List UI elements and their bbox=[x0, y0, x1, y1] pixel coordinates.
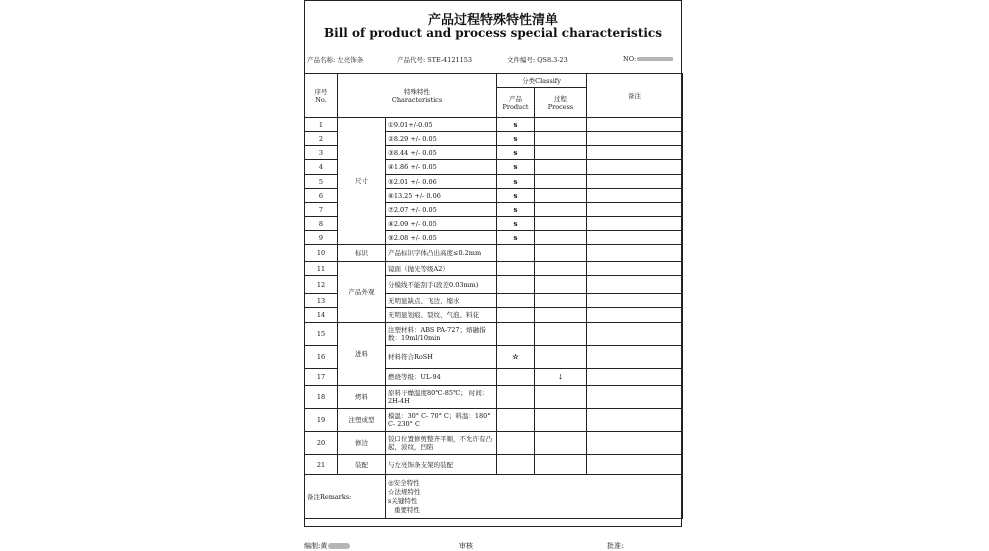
row-number: 2 bbox=[305, 132, 338, 146]
characteristic-value: 无明显缺点、飞边、缩水 bbox=[386, 294, 497, 308]
no-label: NO: bbox=[623, 55, 637, 63]
remarks-row bbox=[305, 475, 683, 519]
prepared-name: 黄 bbox=[320, 542, 328, 550]
remarks-cell bbox=[587, 217, 683, 231]
remarks-cell bbox=[587, 203, 683, 217]
table-row bbox=[305, 432, 683, 455]
row-number: 19 bbox=[305, 409, 338, 432]
process-class-mark bbox=[535, 308, 587, 323]
remarks-cell bbox=[587, 189, 683, 203]
process-class-mark bbox=[535, 323, 587, 346]
row-number: 3 bbox=[305, 146, 338, 160]
characteristic-value: ⑥13.25 +/- 0.06 bbox=[386, 189, 497, 203]
product-name-value: 左亮饰条 bbox=[337, 56, 364, 64]
remarks-cell bbox=[587, 245, 683, 262]
product-class-mark: s bbox=[497, 160, 535, 175]
characteristics-table bbox=[304, 73, 683, 519]
product-class-mark: s bbox=[497, 203, 535, 217]
product-class-mark bbox=[497, 409, 535, 432]
product-class-mark bbox=[497, 294, 535, 308]
process-class-mark bbox=[535, 146, 587, 160]
header-remarks: 备注 bbox=[587, 74, 683, 118]
process-class-mark bbox=[535, 346, 587, 369]
redacted-number bbox=[637, 57, 673, 61]
characteristic-value: 铰口位置修剪整齐平顺，不允许有凸起，波纹，凹陷 bbox=[386, 432, 497, 455]
row-number: 17 bbox=[305, 369, 338, 386]
product-class-mark bbox=[497, 245, 535, 262]
process-class-mark bbox=[535, 132, 587, 146]
reviewed-by: 审核 bbox=[459, 542, 473, 550]
remarks-cell bbox=[587, 262, 683, 276]
header-classify: 分类Classify bbox=[497, 74, 587, 88]
table-row bbox=[305, 455, 683, 475]
characteristic-value: ⑧2.09 +/- 0.05 bbox=[386, 217, 497, 231]
product-class-mark bbox=[497, 455, 535, 475]
remarks-cell bbox=[587, 432, 683, 455]
prepared-by bbox=[304, 541, 350, 551]
row-number: 8 bbox=[305, 217, 338, 231]
row-number: 15 bbox=[305, 323, 338, 346]
characteristic-value: ③8.44 +/- 0.05 bbox=[386, 146, 497, 160]
table-row bbox=[305, 323, 683, 346]
row-number: 10 bbox=[305, 245, 338, 262]
process-class-mark bbox=[535, 294, 587, 308]
group-label: 进料 bbox=[338, 323, 386, 386]
remarks-cell bbox=[587, 323, 683, 346]
remarks-cell bbox=[587, 146, 683, 160]
row-number: 9 bbox=[305, 231, 338, 245]
characteristic-value: ①9.01+/-0.05 bbox=[386, 118, 497, 132]
group-label: 尺寸 bbox=[338, 118, 386, 245]
product-class-mark: s bbox=[497, 118, 535, 132]
process-class-mark bbox=[535, 217, 587, 231]
header-characteristics: 特殊特性 Characteristics bbox=[338, 74, 497, 118]
remarks-cell bbox=[587, 160, 683, 175]
remarks-cell bbox=[587, 132, 683, 146]
remarks-cell bbox=[587, 231, 683, 245]
group-label: 产品外观 bbox=[338, 262, 386, 323]
doc-no-label: 文件编号: bbox=[507, 56, 536, 64]
process-class-mark bbox=[535, 175, 587, 189]
process-class-mark bbox=[535, 160, 587, 175]
row-number: 13 bbox=[305, 294, 338, 308]
legend-item: 重要特性 bbox=[394, 505, 420, 514]
characteristic-value: 燃烧等级：UL-94 bbox=[386, 369, 497, 386]
product-class-mark: s bbox=[497, 132, 535, 146]
remarks-label: 备注Remarks: bbox=[305, 475, 386, 519]
document-sheet bbox=[304, 0, 682, 527]
product-class-mark: s bbox=[497, 175, 535, 189]
header-seq: 序号 No. bbox=[305, 74, 338, 118]
group-label: 修边 bbox=[338, 432, 386, 455]
header-product: 产品 Product bbox=[497, 88, 535, 118]
table-row bbox=[305, 409, 683, 432]
product-class-mark bbox=[497, 369, 535, 386]
process-class-mark bbox=[535, 189, 587, 203]
remarks-cell bbox=[587, 118, 683, 132]
row-number: 7 bbox=[305, 203, 338, 217]
legend-item: ◎安全特性 bbox=[388, 478, 420, 487]
product-class-mark: s bbox=[497, 146, 535, 160]
row-number: 6 bbox=[305, 189, 338, 203]
characteristic-value: 模温：30° C- 70° C；料温：180° C- 230° C bbox=[386, 409, 497, 432]
characteristic-value: ⑨2.08 +/- 0.05 bbox=[386, 231, 497, 245]
characteristic-value: ②8.29 +/- 0.05 bbox=[386, 132, 497, 146]
no-field bbox=[623, 55, 673, 63]
product-name-field bbox=[307, 55, 363, 64]
doc-no-value: QS8.3-23 bbox=[537, 56, 568, 64]
doc-no-field bbox=[507, 55, 568, 64]
process-class-mark bbox=[535, 231, 587, 245]
header-process: 过程 Process bbox=[535, 88, 587, 118]
table-row bbox=[305, 262, 683, 276]
row-number: 20 bbox=[305, 432, 338, 455]
row-number: 1 bbox=[305, 118, 338, 132]
remarks-cell bbox=[587, 294, 683, 308]
title-chinese: 产品过程特殊特性清单 bbox=[427, 13, 558, 28]
row-number: 18 bbox=[305, 386, 338, 409]
group-label: 烤料 bbox=[338, 386, 386, 409]
characteristic-value: 注塑材料：ABS PA-727；熔融指数：19ml/10min bbox=[386, 323, 497, 346]
approved-by: 批准: bbox=[607, 542, 624, 550]
row-number: 21 bbox=[305, 455, 338, 475]
process-class-mark bbox=[535, 262, 587, 276]
process-class-mark: ⇣ bbox=[535, 369, 587, 386]
product-class-mark: ☆ bbox=[497, 346, 535, 369]
row-number: 11 bbox=[305, 262, 338, 276]
product-code-value: STE-4121153 bbox=[427, 56, 473, 64]
characteristic-value: 产品标识字体凸出高度≤0.2mm bbox=[386, 245, 497, 262]
process-class-mark bbox=[535, 118, 587, 132]
row-number: 5 bbox=[305, 175, 338, 189]
redacted-signature bbox=[328, 543, 350, 549]
product-class-mark bbox=[497, 308, 535, 323]
remarks-cell bbox=[587, 308, 683, 323]
remarks-cell bbox=[587, 346, 683, 369]
characteristic-value: 与左亮饰条支架的装配 bbox=[386, 455, 497, 475]
legend-item: ☆法规特性 bbox=[388, 487, 421, 496]
product-class-mark bbox=[497, 386, 535, 409]
characteristic-value: 材料符合RoSH bbox=[386, 346, 497, 369]
product-class-mark: s bbox=[497, 217, 535, 231]
remarks-legend bbox=[386, 475, 683, 519]
characteristic-value: 分模线不能刮手(段差0.03mm) bbox=[386, 276, 497, 294]
table-row bbox=[305, 386, 683, 409]
characteristic-value: ⑤2.01 +/- 0.06 bbox=[386, 175, 497, 189]
row-number: 14 bbox=[305, 308, 338, 323]
characteristic-value: 无明显划痕、裂纹、气泡、料花 bbox=[386, 308, 497, 323]
process-class-mark bbox=[535, 276, 587, 294]
row-number: 12 bbox=[305, 276, 338, 294]
process-class-mark bbox=[535, 432, 587, 455]
product-class-mark: s bbox=[497, 231, 535, 245]
remarks-cell bbox=[587, 175, 683, 189]
remarks-cell bbox=[587, 455, 683, 475]
table-row bbox=[305, 118, 683, 132]
process-class-mark bbox=[535, 203, 587, 217]
remarks-cell bbox=[587, 386, 683, 409]
characteristic-value: ⑦2.07 +/- 0.05 bbox=[386, 203, 497, 217]
characteristic-value: ④1.86 +/- 0.05 bbox=[386, 160, 497, 175]
process-class-mark bbox=[535, 245, 587, 262]
table-row bbox=[305, 245, 683, 262]
process-class-mark bbox=[535, 409, 587, 432]
remarks-cell bbox=[587, 369, 683, 386]
product-class-mark bbox=[497, 262, 535, 276]
process-class-mark bbox=[535, 386, 587, 409]
characteristic-value: 镜面（抛光等级A2） bbox=[386, 262, 497, 276]
product-name-label: 产品名称: bbox=[307, 56, 336, 64]
remarks-cell bbox=[587, 409, 683, 432]
product-code-field bbox=[397, 55, 472, 64]
row-number: 16 bbox=[305, 346, 338, 369]
group-label: 注塑成型 bbox=[338, 409, 386, 432]
product-code-label: 产品代号: bbox=[397, 56, 426, 64]
title-english: Bill of product and process special characteristics bbox=[324, 26, 662, 40]
product-class-mark bbox=[497, 432, 535, 455]
row-number: 4 bbox=[305, 160, 338, 175]
remarks-cell bbox=[587, 276, 683, 294]
product-class-mark: s bbox=[497, 189, 535, 203]
product-class-mark bbox=[497, 276, 535, 294]
prepared-label: 编制: bbox=[304, 542, 321, 550]
group-label: 装配 bbox=[338, 455, 386, 475]
process-class-mark bbox=[535, 455, 587, 475]
legend-item: s关键特性 bbox=[388, 496, 418, 505]
group-label: 标识 bbox=[338, 245, 386, 262]
characteristic-value: 原料干燥温度80℃-85℃； 时间：2H-4H bbox=[386, 386, 497, 409]
product-class-mark bbox=[497, 323, 535, 346]
